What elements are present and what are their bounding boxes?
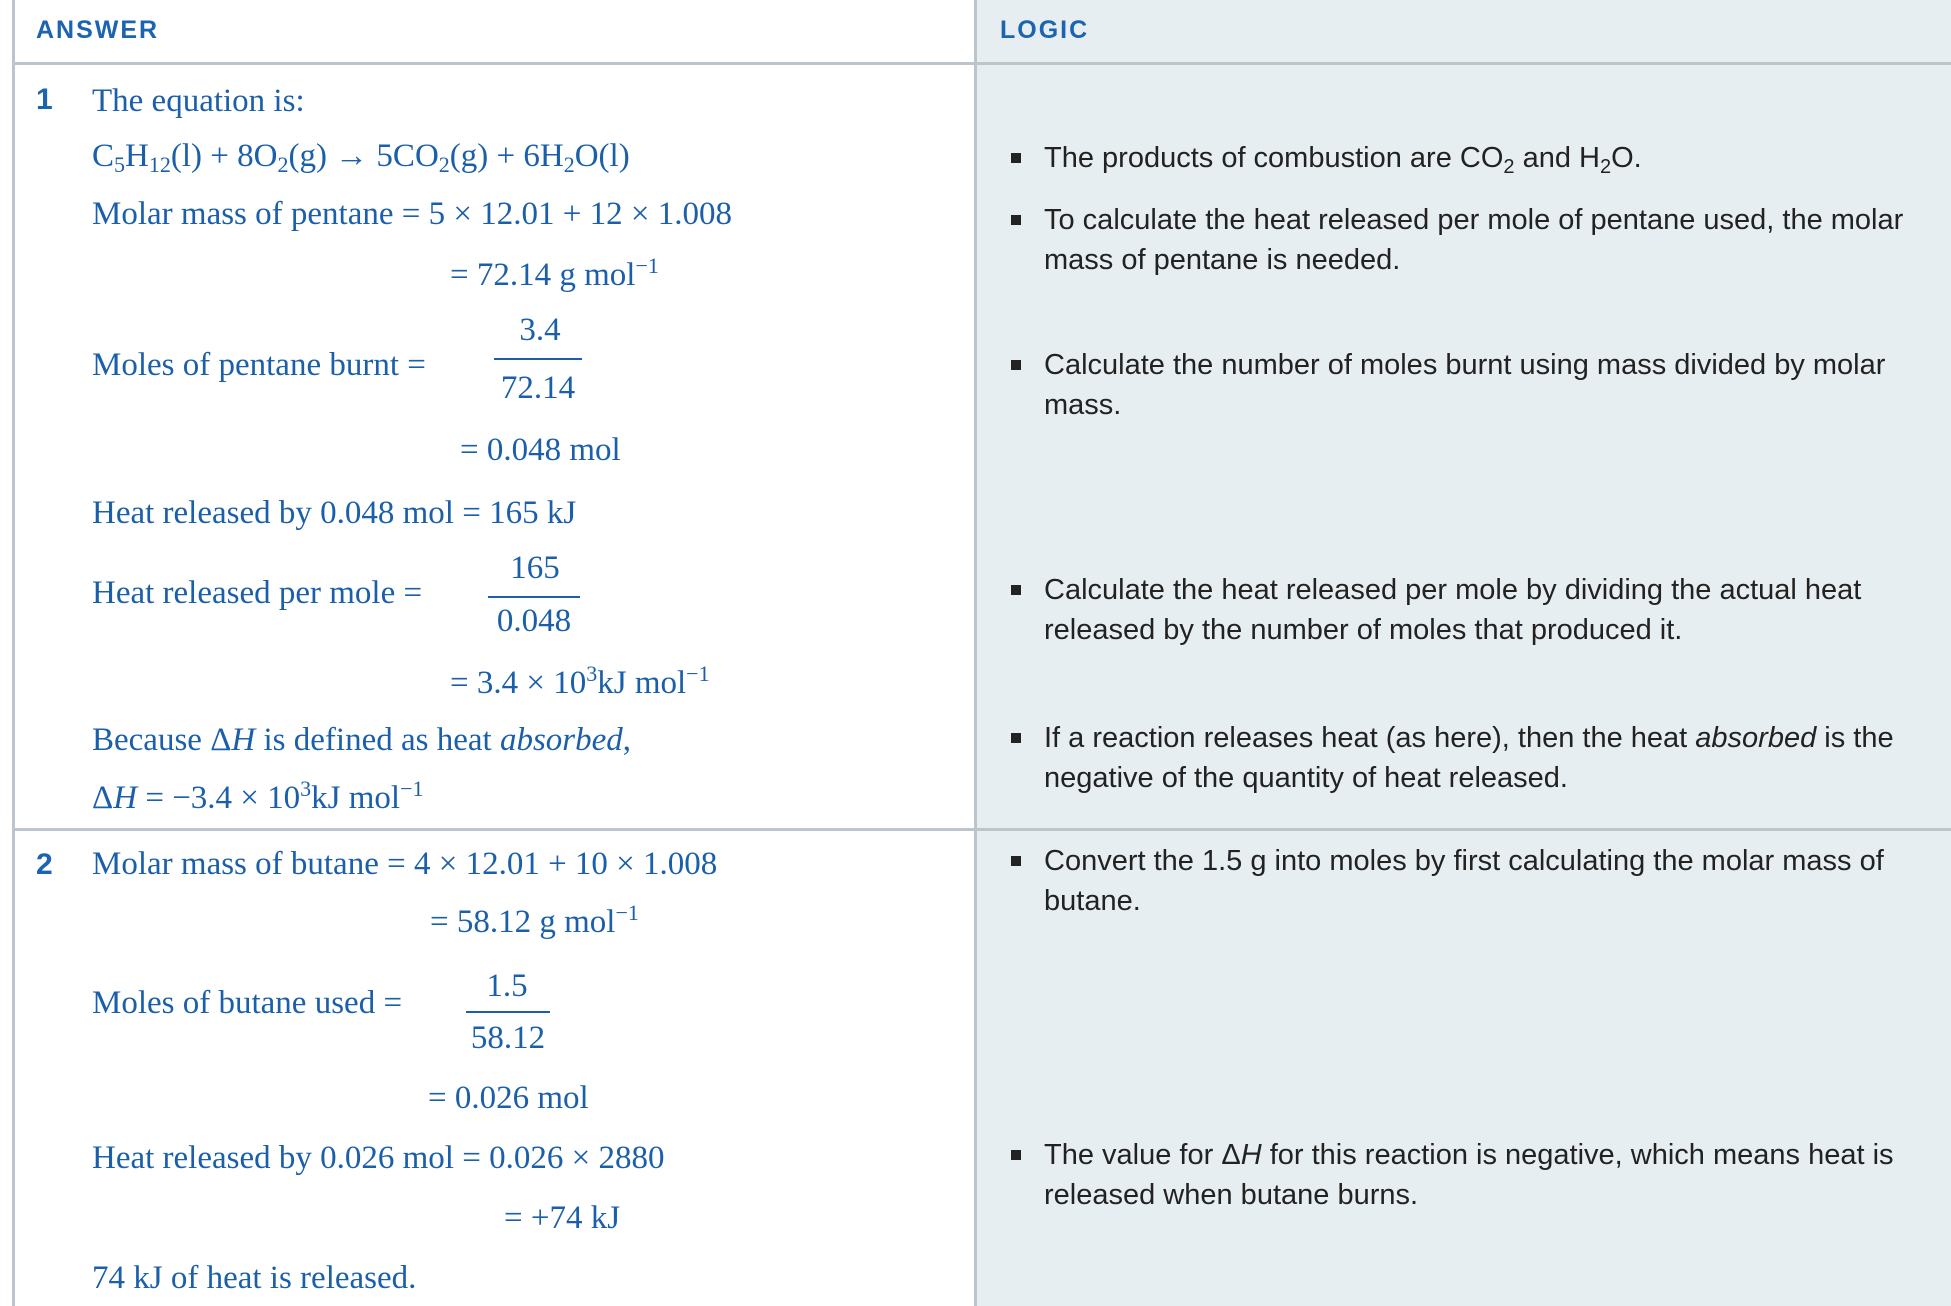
logic-2-convert: Convert the 1.5 g into moles by first calculating the molar mass of butane. (1044, 845, 1884, 917)
q2-moles-numerator: 1.5 (486, 968, 528, 1004)
bullet-icon (1011, 733, 1021, 743)
bullet-icon (1011, 360, 1021, 370)
q1-moles-denominator: 72.14 (500, 370, 576, 406)
question-number-1: 1 (36, 83, 53, 116)
q1-per-mole-denominator: 0.048 (496, 603, 572, 639)
q2-heat-released: Heat released by 0.026 mol = 0.026 × 2880 (92, 1140, 665, 1176)
q1-because-line: Because ΔH is defined as heat absorbed, (92, 722, 632, 758)
q1-molar-mass-calculation: Molar mass of pentane = 5 × 12.01 + 12 × 1.008 (92, 196, 732, 232)
q1-delta-h-result: $\Delta H = -3.4 \times 10^3kJ$ mol$^{-1}$ (92, 776, 424, 816)
logic-1-moles: Calculate the number of moles burnt using mass divided by molar mass. (1044, 349, 1886, 421)
answer-header: ANSWER (36, 16, 160, 44)
q2-moles-denominator: 58.12 (470, 1020, 546, 1056)
q1-moles-result: = 0.048 mol (460, 432, 621, 468)
logic-1-molar-mass: To calculate the heat released per mole of pentane used, the molar mass of pentane is needed. (1044, 204, 1904, 276)
q1-equation: $C_5H_{12}(l) + 8O_2(g) \to 5CO_2(g) + 6H_2O(l)$ (92, 138, 630, 177)
logic-1-per-mole: Calculate the heat released per mole by dividing the actual heat released by the number of moles that produced it. (1044, 574, 1862, 646)
bullet-icon (1011, 856, 1021, 866)
q1-per-mole-result: = $3.4 \times 10^3kJ$ mol$^{-1}$ (450, 661, 710, 701)
q1-per-mole-fraction-bar (488, 596, 580, 598)
q1-moles-numerator: 3.4 (519, 312, 561, 348)
column-divider (974, 0, 977, 1306)
q2-moles-label: Moles of butane used = (92, 985, 403, 1021)
bullet-icon (1011, 153, 1021, 163)
bullet-icon (1011, 1150, 1021, 1160)
q1-moles-label: Moles of pentane burnt = (92, 347, 426, 383)
bullet-icon (1011, 585, 1021, 595)
q2-moles-fraction-bar (466, 1011, 550, 1013)
question-number-2: 2 (36, 848, 53, 881)
logic-1-absorbed: If a reaction releases heat (as here), then the heat absorbed is the negative of the quantity of heat released. (1044, 722, 1894, 794)
q1-heat-released: Heat released by 0.048 mol = 165 kJ (92, 495, 577, 531)
logic-1-products: The products of combustion are $CO_2$ and $H_2O$. (1044, 142, 1642, 178)
logic-header: LOGIC (1000, 16, 1090, 44)
q1-molar-mass-result: = 72.14 g mol$^{-1}$ (450, 253, 659, 293)
q1-per-mole-numerator: 165 (510, 550, 560, 586)
q1-per-mole-label: Heat released per mole = (92, 575, 423, 611)
logic-2-negative: The value for ΔH for this reaction is negative, which means heat is released when butane burns. (1044, 1139, 1894, 1211)
q2-molar-mass-result: = 58.12 g mol$^{-1}$ (430, 900, 639, 940)
header-row (15, 0, 1951, 65)
q2-moles-result: = 0.026 mol (428, 1080, 589, 1116)
bullet-icon (1011, 215, 1021, 225)
q1-moles-fraction-bar (494, 358, 582, 360)
q2-heat-result: = +74 kJ (504, 1200, 621, 1236)
q1-intro: The equation is: (92, 83, 305, 119)
q2-conclusion: 74 kJ of heat is released. (92, 1260, 417, 1296)
q2-molar-mass-calculation: Molar mass of butane = 4 × 12.01 + 10 × 1.008 (92, 846, 718, 882)
row-divider (15, 828, 1951, 831)
